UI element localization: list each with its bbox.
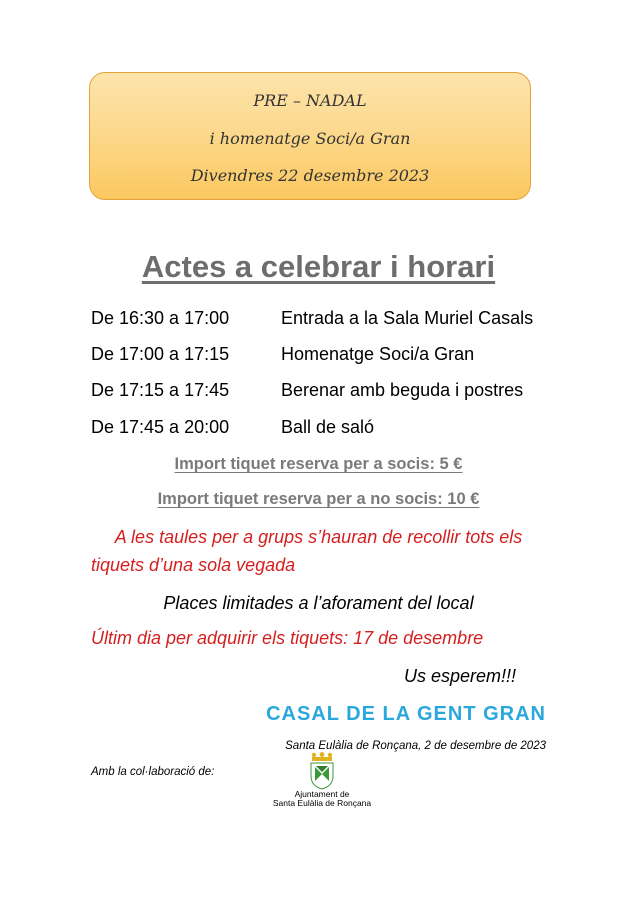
- price-non-members: Import tiquet reserva per a no socis: 10 €: [157, 490, 480, 508]
- municipal-crest-icon: [306, 752, 338, 790]
- municipality-logo: [267, 752, 377, 822]
- closing-note: Us esperem!!!: [403, 666, 516, 686]
- logo-line2: Santa Eulàlia de Ronçana: [272, 798, 372, 808]
- schedule-activity: Entrada a la Sala Muriel Casals: [281, 308, 534, 328]
- page-title: Actes a celebrar i horari: [141, 249, 496, 284]
- schedule-time: De 17:00 a 17:15: [91, 344, 230, 364]
- place-date: Santa Eulàlia de Ronçana, 2 de desembre de 2023: [285, 740, 546, 752]
- collaboration-label: Amb la col·laboració de:: [91, 766, 215, 778]
- deadline-note: Últim dia per adquirir els tiquets: 17 de desembre: [91, 628, 484, 648]
- banner-title: PRE – NADAL: [253, 91, 367, 110]
- price-members: Import tiquet reserva per a socis: 5 €: [174, 455, 463, 473]
- banner-subtitle: i homenatge Soci/a Gran: [209, 129, 411, 148]
- schedule-time: De 17:15 a 17:45: [91, 380, 230, 400]
- schedule-time: De 17:45 a 20:00: [91, 417, 230, 437]
- schedule-activity: Ball de saló: [281, 417, 375, 437]
- price-non-members-row: [0, 490, 637, 509]
- price-members-row: [0, 455, 637, 474]
- banner-date: Divendres 22 desembre 2023: [190, 166, 430, 185]
- places-note: Places limitades a l’aforament del local: [163, 593, 474, 613]
- schedule-time: De 16:30 a 17:00: [91, 308, 230, 328]
- groups-note-line2: tiquets d’una sola vegada: [91, 555, 296, 575]
- schedule-activity: Homenatge Soci/a Gran: [281, 344, 475, 364]
- event-banner: [89, 72, 531, 200]
- logo-line1: Ajuntament de: [294, 789, 350, 799]
- organizer-name: CASAL DE LA GENT GRAN: [266, 703, 546, 725]
- schedule-activity: Berenar amb beguda i postres: [281, 380, 524, 400]
- groups-note-line1: A les taules per a grups s’hauran de recollir tots els: [114, 527, 523, 547]
